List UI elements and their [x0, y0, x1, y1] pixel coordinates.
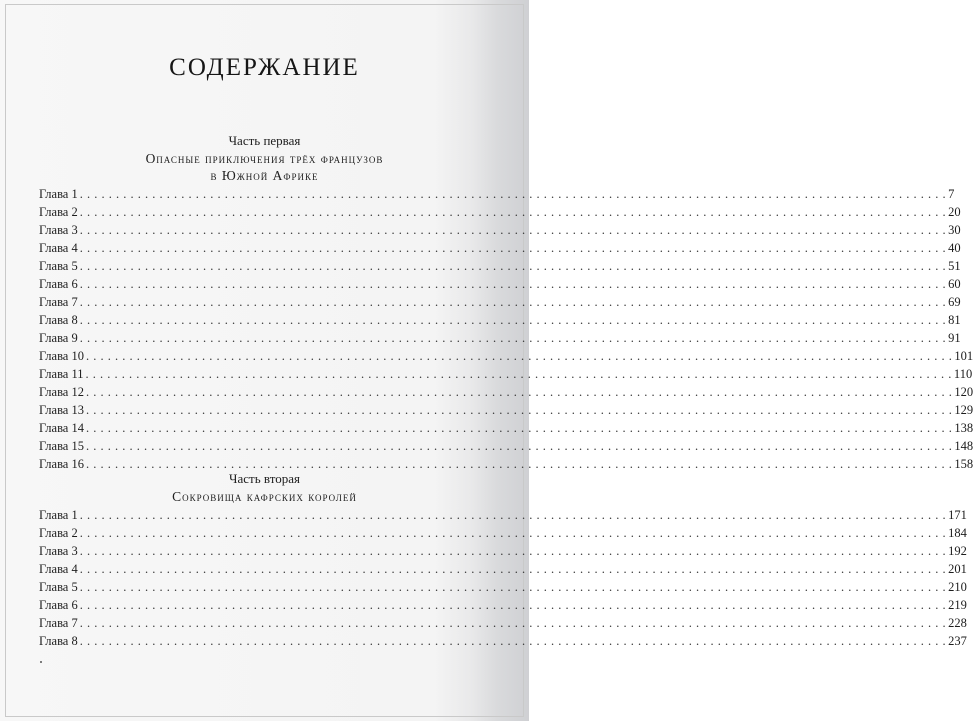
chapter-label: Глава 10: [39, 349, 84, 363]
dot-leader: . . . . . . . . . . . . . . . . . . . . . . . . . . . . . . . . . . . . . . . . . . . . . . . . . . . . . . . . . . . . . . . . . . . . . . . . . . . . . . . . . . . . . . . . . . . . . . . . . . . . . . . . . . . . . . . . . . . . . . . .: [85, 439, 953, 453]
chapter-page-number: 120: [954, 385, 973, 399]
chapter-label: Глава 2: [39, 205, 78, 219]
chapter-page-number: 192: [948, 544, 967, 558]
chapter-page-number: 20: [948, 205, 961, 219]
dot-leader: . . . . . . . . . . . . . . . . . . . . . . . . . . . . . . . . . . . . . . . . . . . . . . . . . . . . . . . . . . . . . . . . . . . . . . . . . . . . . . . . . . . . . . . . . . . . . . . . . . . . . . . . . . . . . . . . . . . . . . . .: [79, 295, 947, 309]
toc-entry: [39, 383, 973, 401]
toc-entry: [39, 578, 967, 596]
chapter-label: Глава 7: [39, 616, 78, 630]
chapter-page-number: 210: [948, 580, 967, 594]
chapter-page-number: 171: [948, 508, 967, 522]
dot-leader: . . . . . . . . . . . . . . . . . . . . . . . . . . . . . . . . . . . . . . . . . . . . . . . . . . . . . . . . . . . . . . . . . . . . . . . . . . . . . . . . . . . . . . . . . . . . . . . . . . . . . . . . . . . . . . . . . . . . . . . .: [85, 385, 953, 399]
chapter-page-number: 228: [948, 616, 967, 630]
dot-leader: . . . . . . . . . . . . . . . . . . . . . . . . . . . . . . . . . . . . . . . . . . . . . . . . . . . . . . . . . . . . . . . . . . . . . . . . . . . . . . . . . . . . . . . . . . . . . . . . . . . . . . . . . . . . . . . . . . . . . . . .: [79, 634, 947, 648]
toc-entry: [39, 203, 961, 221]
chapter-label: Глава 4: [39, 562, 78, 576]
toc-entry: [39, 329, 961, 347]
toc-entry: [39, 506, 967, 524]
chapter-page-number: 237: [948, 634, 967, 648]
chapter-page-number: 69: [948, 295, 961, 309]
toc-entry: [39, 365, 973, 383]
chapter-label: Глава 6: [39, 277, 78, 291]
chapter-label: Глава 6: [39, 598, 78, 612]
page-title: СОДЕРЖАНИЕ: [169, 54, 360, 81]
chapter-label: Глава 15: [39, 439, 84, 453]
toc-entry: [39, 437, 973, 455]
toc-entry: [39, 524, 967, 542]
dot-leader: . . . . . . . . . . . . . . . . . . . . . . . . . . . . . . . . . . . . . . . . . . . . . . . . . . . . . . . . . . . . . . . . . . . . . . . . . . . . . . . . . . . . . . . . . . . . . . . . . . . . . . . . . . . . . . . . . . . . . . . .: [85, 421, 953, 435]
chapter-page-number: 51: [948, 259, 961, 273]
chapter-page-number: 81: [948, 313, 961, 327]
chapter-label: Глава 16: [39, 457, 84, 471]
chapter-label: Глава 13: [39, 403, 84, 417]
dot-leader: . . . . . . . . . . . . . . . . . . . . . . . . . . . . . . . . . . . . . . . . . . . . . . . . . . . . . . . . . . . . . . . . . . . . . . . . . . . . . . . . . . . . . . . . . . . . . . . . . . . . . . . . . . . . . . . . . . . . . . . .: [79, 562, 947, 576]
toc-entry: [39, 293, 961, 311]
toc-entry: [39, 347, 973, 365]
toc-entry: [39, 275, 961, 293]
dot-leader: . . . . . . . . . . . . . . . . . . . . . . . . . . . . . . . . . . . . . . . . . . . . . . . . . . . . . . . . . . . . . . . . . . . . . . . . . . . . . . . . . . . . . . . . . . . . . . . . . . . . . . . . . . . . . . . . . . . . . . . .: [79, 187, 947, 201]
dot-leader: . . . . . . . . . . . . . . . . . . . . . . . . . . . . . . . . . . . . . . . . . . . . . . . . . . . . . . . . . . . . . . . . . . . . . . . . . . . . . . . . . . . . . . . . . . . . . . . . . . . . . . . . . . . . . . . . . . . . . . . .: [79, 616, 947, 630]
dot-leader: . . . . . . . . . . . . . . . . . . . . . . . . . . . . . . . . . . . . . . . . . . . . . . . . . . . . . . . . . . . . . . . . . . . . . . . . . . . . . . . . . . . . . . . . . . . . . . . . . . . . . . . . . . . . . . . . . . . . . . . .: [85, 403, 953, 417]
chapter-label: Глава 1: [39, 508, 78, 522]
dot-leader: . . . . . . . . . . . . . . . . . . . . . . . . . . . . . . . . . . . . . . . . . . . . . . . . . . . . . . . . . . . . . . . . . . . . . . . . . . . . . . . . . . . . . . . . . . . . . . . . . . . . . . . . . . . . . . . . . . . . . . . .: [79, 580, 947, 594]
chapter-page-number: 60: [948, 277, 961, 291]
toc-entry: [39, 614, 967, 632]
toc-entry: [39, 221, 961, 239]
dot-leader: . . . . . . . . . . . . . . . . . . . . . . . . . . . . . . . . . . . . . . . . . . . . . . . . . . . . . . . . . . . . . . . . . . . . . . . . . . . . . . . . . . . . . . . . . . . . . . . . . . . . . . . . . . . . . . . . . . . . . . . .: [79, 223, 947, 237]
dot-leader: . . . . . . . . . . . . . . . . . . . . . . . . . . . . . . . . . . . . . . . . . . . . . . . . . . . . . . . . . . . . . . . . . . . . . . . . . . . . . . . . . . . . . . . . . . . . . . . . . . . . . . . . . . . . . . . . . . . . . . . .: [85, 457, 953, 471]
chapter-page-number: 158: [954, 457, 973, 471]
page-speck: [40, 661, 42, 663]
dot-leader: . . . . . . . . . . . . . . . . . . . . . . . . . . . . . . . . . . . . . . . . . . . . . . . . . . . . . . . . . . . . . . . . . . . . . . . . . . . . . . . . . . . . . . . . . . . . . . . . . . . . . . . . . . . . . . . . . . . . . . . .: [79, 205, 947, 219]
chapter-page-number: 219: [948, 598, 967, 612]
toc-entry: [39, 311, 961, 329]
part-1-chapter-list: [39, 185, 973, 473]
chapter-page-number: 101: [954, 349, 973, 363]
dot-leader: . . . . . . . . . . . . . . . . . . . . . . . . . . . . . . . . . . . . . . . . . . . . . . . . . . . . . . . . . . . . . . . . . . . . . . . . . . . . . . . . . . . . . . . . . . . . . . . . . . . . . . . . . . . . . . . . . . . . . . . .: [85, 349, 953, 363]
chapter-page-number: 30: [948, 223, 961, 237]
dot-leader: . . . . . . . . . . . . . . . . . . . . . . . . . . . . . . . . . . . . . . . . . . . . . . . . . . . . . . . . . . . . . . . . . . . . . . . . . . . . . . . . . . . . . . . . . . . . . . . . . . . . . . . . . . . . . . . . . . . . . . . .: [79, 508, 947, 522]
part-2-chapter-list: [39, 506, 967, 650]
chapter-label: Глава 2: [39, 526, 78, 540]
dot-leader: . . . . . . . . . . . . . . . . . . . . . . . . . . . . . . . . . . . . . . . . . . . . . . . . . . . . . . . . . . . . . . . . . . . . . . . . . . . . . . . . . . . . . . . . . . . . . . . . . . . . . . . . . . . . . . . . . . . . . . . .: [79, 313, 947, 327]
chapter-label: Глава 8: [39, 313, 78, 327]
chapter-label: Глава 7: [39, 295, 78, 309]
toc-entry: [39, 560, 967, 578]
chapter-page-number: 201: [948, 562, 967, 576]
dot-leader: . . . . . . . . . . . . . . . . . . . . . . . . . . . . . . . . . . . . . . . . . . . . . . . . . . . . . . . . . . . . . . . . . . . . . . . . . . . . . . . . . . . . . . . . . . . . . . . . . . . . . . . . . . . . . . . . . . . . . . . .: [85, 367, 952, 381]
dot-leader: . . . . . . . . . . . . . . . . . . . . . . . . . . . . . . . . . . . . . . . . . . . . . . . . . . . . . . . . . . . . . . . . . . . . . . . . . . . . . . . . . . . . . . . . . . . . . . . . . . . . . . . . . . . . . . . . . . . . . . . .: [79, 241, 947, 255]
part-2-label: Часть вторая: [229, 471, 300, 486]
part-2-subtitle: Сокровища кафрских королей: [172, 489, 357, 504]
chapter-page-number: 40: [948, 241, 961, 255]
toc-entry: [39, 596, 967, 614]
dot-leader: . . . . . . . . . . . . . . . . . . . . . . . . . . . . . . . . . . . . . . . . . . . . . . . . . . . . . . . . . . . . . . . . . . . . . . . . . . . . . . . . . . . . . . . . . . . . . . . . . . . . . . . . . . . . . . . . . . . . . . . .: [79, 259, 947, 273]
part-1-subtitle-line-2: в Южной Африке: [210, 168, 319, 183]
toc-entry: [39, 257, 961, 275]
toc-entry: [39, 542, 967, 560]
part-1-label: Часть первая: [228, 133, 301, 148]
dot-leader: . . . . . . . . . . . . . . . . . . . . . . . . . . . . . . . . . . . . . . . . . . . . . . . . . . . . . . . . . . . . . . . . . . . . . . . . . . . . . . . . . . . . . . . . . . . . . . . . . . . . . . . . . . . . . . . . . . . . . . . .: [79, 277, 947, 291]
dot-leader: . . . . . . . . . . . . . . . . . . . . . . . . . . . . . . . . . . . . . . . . . . . . . . . . . . . . . . . . . . . . . . . . . . . . . . . . . . . . . . . . . . . . . . . . . . . . . . . . . . . . . . . . . . . . . . . . . . . . . . . .: [79, 598, 947, 612]
part-1-subtitle-line-1: Опасные приключения трёх французов: [145, 151, 384, 166]
dot-leader: . . . . . . . . . . . . . . . . . . . . . . . . . . . . . . . . . . . . . . . . . . . . . . . . . . . . . . . . . . . . . . . . . . . . . . . . . . . . . . . . . . . . . . . . . . . . . . . . . . . . . . . . . . . . . . . . . . . . . . . .: [79, 526, 947, 540]
chapter-label: Глава 12: [39, 385, 84, 399]
chapter-label: Глава 14: [39, 421, 84, 435]
chapter-page-number: 138: [954, 421, 973, 435]
toc-entry: [39, 419, 973, 437]
chapter-label: Глава 3: [39, 544, 78, 558]
chapter-page-number: 110: [953, 367, 973, 381]
chapter-label: Глава 1: [39, 187, 78, 201]
toc-entry: [39, 185, 955, 203]
chapter-label: Глава 4: [39, 241, 78, 255]
chapter-label: Глава 8: [39, 634, 78, 648]
chapter-page-number: 148: [954, 439, 973, 453]
toc-entry: [39, 239, 961, 257]
chapter-label: Глава 11: [39, 367, 84, 381]
dot-leader: . . . . . . . . . . . . . . . . . . . . . . . . . . . . . . . . . . . . . . . . . . . . . . . . . . . . . . . . . . . . . . . . . . . . . . . . . . . . . . . . . . . . . . . . . . . . . . . . . . . . . . . . . . . . . . . . . . . . . . . .: [79, 331, 947, 345]
chapter-label: Глава 9: [39, 331, 78, 345]
chapter-label: Глава 5: [39, 580, 78, 594]
toc-entry: [39, 401, 973, 419]
toc-entry: [39, 632, 967, 650]
chapter-page-number: 129: [954, 403, 973, 417]
chapter-page-number: 7: [948, 187, 955, 201]
chapter-label: Глава 3: [39, 223, 78, 237]
chapter-label: Глава 5: [39, 259, 78, 273]
chapter-page-number: 91: [948, 331, 961, 345]
chapter-page-number: 184: [948, 526, 967, 540]
dot-leader: . . . . . . . . . . . . . . . . . . . . . . . . . . . . . . . . . . . . . . . . . . . . . . . . . . . . . . . . . . . . . . . . . . . . . . . . . . . . . . . . . . . . . . . . . . . . . . . . . . . . . . . . . . . . . . . . . . . . . . . .: [79, 544, 947, 558]
